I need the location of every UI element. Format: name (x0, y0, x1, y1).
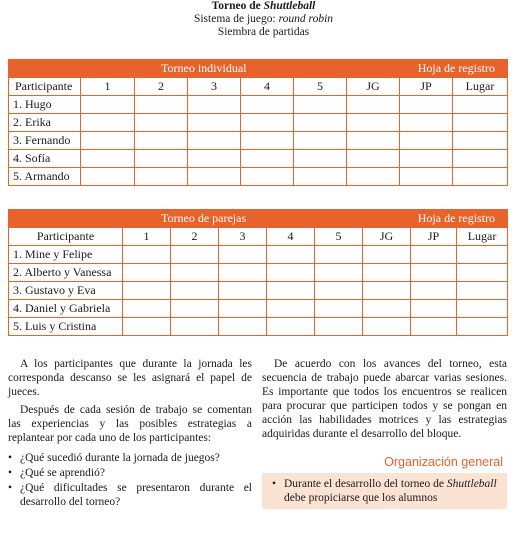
score-cell[interactable] (411, 282, 457, 300)
score-cell[interactable] (400, 168, 453, 186)
page-title: Torneo de Shuttleball (211, 0, 316, 12)
score-cell[interactable] (294, 150, 347, 168)
table-row (9, 168, 508, 186)
participant-name: 4. Sofía (9, 150, 81, 168)
score-cell[interactable] (123, 264, 171, 282)
column-header: 2 (171, 228, 219, 246)
score-cell[interactable] (315, 246, 363, 264)
column-header: 3 (188, 78, 241, 96)
score-cell[interactable] (188, 114, 241, 132)
participant-name: 3. Gustavo y Eva (9, 282, 123, 300)
score-cell[interactable] (453, 114, 508, 132)
score-cell[interactable] (267, 264, 315, 282)
score-cell[interactable] (241, 168, 294, 186)
table-title-bar (9, 210, 508, 228)
score-cell[interactable] (123, 246, 171, 264)
score-cell[interactable] (363, 300, 411, 318)
table-row (9, 132, 508, 150)
bullet-icon: • (8, 467, 13, 479)
score-cell[interactable] (241, 96, 294, 114)
score-cell[interactable] (400, 132, 453, 150)
score-cell[interactable] (400, 96, 453, 114)
score-cell[interactable] (267, 300, 315, 318)
score-cell[interactable] (188, 96, 241, 114)
score-cell[interactable] (453, 96, 508, 114)
column-header: 5 (294, 78, 347, 96)
score-cell[interactable] (315, 264, 363, 282)
table-row (9, 96, 508, 114)
paragraph: De acuerdo con los avances del torneo, esta secuencia de trabajo puede abarcar varias sesiones. Es importante que todos los encuentros se realicen para procurar que participen todos y se pongan en acción las habilidades motrices y las estrategias adquiridas durante el desarrollo del bloque. (262, 358, 507, 440)
score-cell[interactable] (453, 150, 508, 168)
score-cell[interactable] (171, 264, 219, 282)
score-cell[interactable] (81, 150, 135, 168)
score-cell[interactable] (347, 114, 400, 132)
score-cell[interactable] (457, 318, 508, 336)
table-title: Torneo individual (161, 61, 247, 75)
individual-tournament-table (8, 59, 508, 186)
seeding-line: Siembra de partidas (217, 26, 310, 38)
column-header: 5 (315, 228, 363, 246)
score-cell[interactable] (188, 168, 241, 186)
score-cell[interactable] (411, 300, 457, 318)
score-cell[interactable] (411, 246, 457, 264)
game-system-line: Sistema de juego: round robin (193, 13, 334, 25)
score-cell[interactable] (453, 168, 508, 186)
score-cell[interactable] (363, 246, 411, 264)
list-item: • ¿Qué dificultades se presentaron durante el desarrollo del torneo? (8, 482, 252, 508)
left-text-column (8, 357, 252, 510)
score-cell[interactable] (123, 300, 171, 318)
register-sheet-label: Hoja de registro (417, 61, 495, 75)
score-cell[interactable] (347, 168, 400, 186)
table-row (9, 282, 508, 300)
score-cell[interactable] (347, 150, 400, 168)
score-cell[interactable] (363, 282, 411, 300)
score-cell[interactable] (267, 282, 315, 300)
score-cell[interactable] (81, 114, 135, 132)
column-header: Lugar (457, 228, 508, 246)
column-header: Participante (9, 228, 123, 246)
score-cell[interactable] (294, 132, 347, 150)
score-cell[interactable] (294, 114, 347, 132)
paragraph: Después de cada sesión de trabajo se comentan las experiencias y las posibles estrategias a replantear por cada uno de los participantes: (8, 404, 252, 444)
score-cell[interactable] (81, 96, 135, 114)
score-cell[interactable] (453, 132, 508, 150)
participant-name: 5. Luis y Cristina (9, 318, 123, 336)
bullet-icon: • (272, 478, 277, 490)
score-cell[interactable] (457, 282, 508, 300)
paragraph: A los participantes que durante la jornada les corresponda descanso se les asignará el papel de jueces. (8, 358, 252, 398)
table-row (9, 114, 508, 132)
score-cell[interactable] (241, 114, 294, 132)
column-header: 1 (123, 228, 171, 246)
score-cell[interactable] (81, 132, 135, 150)
question-list (8, 451, 252, 509)
table-row (9, 264, 508, 282)
participant-name: 2. Erika (9, 114, 81, 132)
pairs-tournament-table (8, 209, 508, 336)
score-cell[interactable] (81, 168, 135, 186)
participant-name: 3. Fernando (9, 132, 81, 150)
bullet-icon: • (8, 452, 13, 464)
column-header: 4 (241, 78, 294, 96)
score-cell[interactable] (315, 300, 363, 318)
page-header (0, 0, 527, 39)
score-cell[interactable] (457, 264, 508, 282)
score-cell[interactable] (315, 282, 363, 300)
score-cell[interactable] (457, 246, 508, 264)
score-cell[interactable] (171, 300, 219, 318)
score-cell[interactable] (219, 300, 267, 318)
score-cell[interactable] (241, 132, 294, 150)
score-cell[interactable] (135, 96, 188, 114)
score-cell[interactable] (294, 96, 347, 114)
list-item: • ¿Qué sucedió durante la jornada de juegos? (8, 452, 220, 464)
score-cell[interactable] (363, 318, 411, 336)
table-title-bar (9, 60, 508, 78)
score-cell[interactable] (347, 132, 400, 150)
score-cell[interactable] (123, 318, 171, 336)
column-header: JG (363, 228, 411, 246)
table-row (9, 318, 508, 336)
column-header: Lugar (453, 78, 508, 96)
score-cell[interactable] (135, 168, 188, 186)
score-cell[interactable] (294, 168, 347, 186)
table-row (9, 300, 508, 318)
score-cell[interactable] (241, 150, 294, 168)
score-cell[interactable] (400, 150, 453, 168)
participant-name: 1. Hugo (9, 96, 81, 114)
score-cell[interactable] (171, 318, 219, 336)
score-cell[interactable] (219, 282, 267, 300)
score-cell[interactable] (123, 282, 171, 300)
score-cell[interactable] (363, 264, 411, 282)
score-cell[interactable] (219, 318, 267, 336)
score-cell[interactable] (411, 318, 457, 336)
table-title: Torneo de parejas (161, 211, 247, 225)
score-cell[interactable] (411, 264, 457, 282)
right-text-column (262, 357, 507, 509)
score-cell[interactable] (267, 246, 315, 264)
table-row (9, 246, 508, 264)
column-header: 2 (135, 78, 188, 96)
score-cell[interactable] (315, 318, 363, 336)
section-heading: Organización general (384, 455, 503, 469)
score-cell[interactable] (400, 114, 453, 132)
column-header: 1 (81, 78, 135, 96)
table-header-row (9, 78, 508, 96)
score-cell[interactable] (135, 132, 188, 150)
bullet-icon: • (8, 482, 13, 494)
score-cell[interactable] (267, 318, 315, 336)
score-cell[interactable] (135, 150, 188, 168)
score-cell[interactable] (457, 300, 508, 318)
column-header: JG (347, 78, 400, 96)
score-cell[interactable] (135, 114, 188, 132)
score-cell[interactable] (171, 246, 219, 264)
column-header: JP (400, 78, 453, 96)
column-header: 3 (219, 228, 267, 246)
participant-name: 5. Armando (9, 168, 81, 186)
column-header: 4 (267, 228, 315, 246)
register-sheet-label: Hoja de registro (417, 211, 496, 225)
table-header-row (9, 228, 508, 246)
score-cell[interactable] (219, 246, 267, 264)
participant-name: 2. Alberto y Vanessa (9, 264, 123, 282)
list-item: • ¿Qué se aprendió? (8, 467, 105, 479)
organization-box: • Durante el desarrollo del torneo de Shuttleball debe propiciarse que los alumnos (262, 473, 507, 509)
column-header: JP (411, 228, 457, 246)
table-row (9, 150, 508, 168)
participant-name: 1. Mine y Felipe (9, 246, 123, 264)
column-header: Participante (9, 78, 81, 96)
score-cell[interactable] (188, 132, 241, 150)
participant-name: 4. Daniel y Gabriela (9, 300, 123, 318)
score-cell[interactable] (219, 264, 267, 282)
score-cell[interactable] (347, 96, 400, 114)
score-cell[interactable] (188, 150, 241, 168)
score-cell[interactable] (171, 282, 219, 300)
